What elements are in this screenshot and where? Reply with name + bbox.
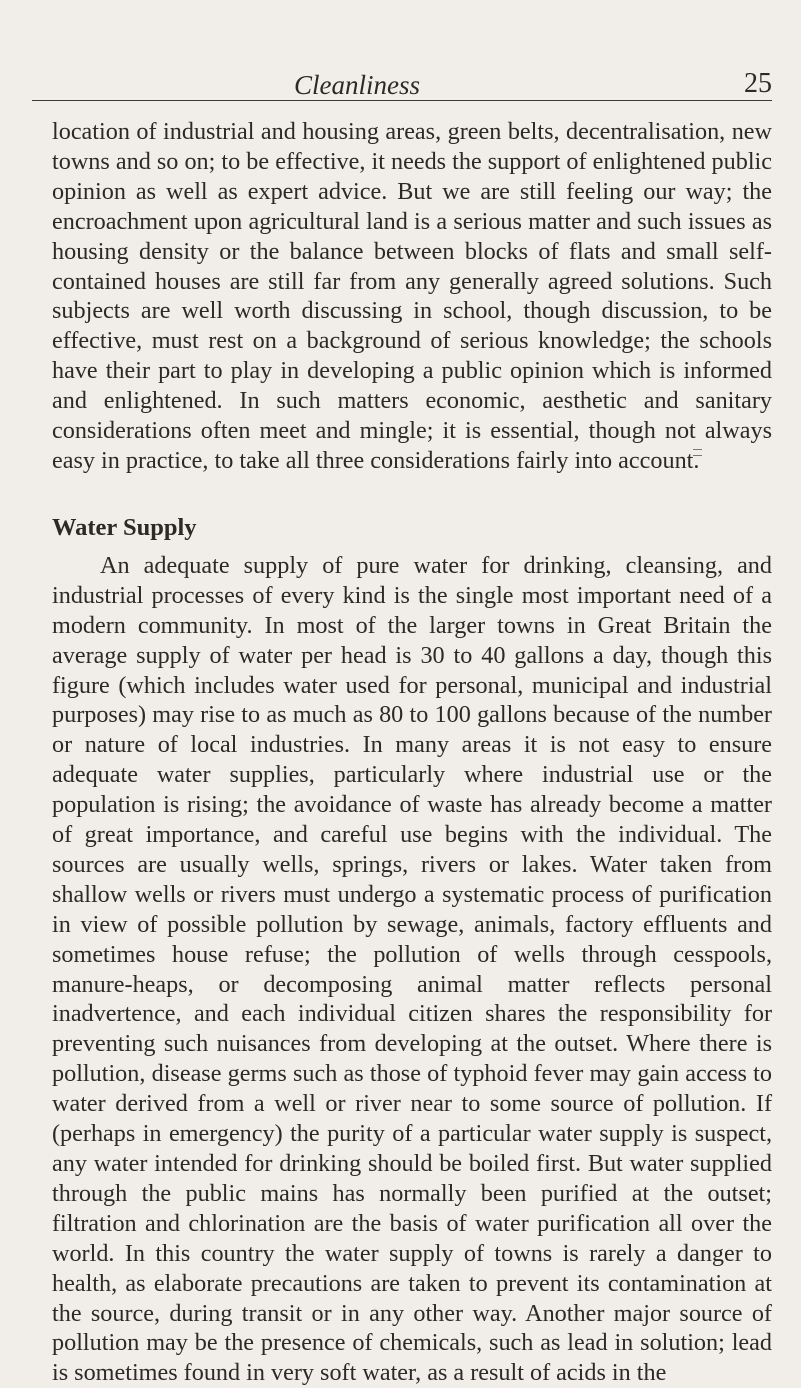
scan-mark: [693, 449, 702, 456]
book-page: [52, 58, 772, 1388]
running-title: Cleanliness: [294, 70, 420, 100]
running-head: [32, 58, 772, 101]
page-number: 25: [744, 68, 772, 99]
section-paragraph: An adequate supply of pure water for drinking, cleansing, and industrial processes of every kind is the single most important need of a modern community. In most of the larger towns in Great Britain the average supply of water per head is 30 to 40 gallons a day, though this figure (which includes water used for personal, municipal and industrial purposes) may rise to as much as 80 to 100 gallons because of the number or nature of local industries. In many areas it is not easy to ensure adequate water supplies, particularly where industrial use or the population is rising; the avoidance of waste has already become a matter of great importance, and careful use begins with the individual. The sources are usually wells, springs, rivers or lakes. Water taken from shallow wells or rivers must undergo a systematic process of purification in view of possible pollution by sewage, animals, factory effluents and sometimes house refuse; the pollution of wells through cesspools, manure-heaps, or decomposing animal matter reflects personal inadvertence, and each individual citizen shares the responsibility for preventing such nuisances from developing at the outset. Where there is pollution, disease germs such as those of typhoid fever may gain access to water derived from a well or river near to some source of pollution. If (perhaps in emergency) the purity of a particular water supply is suspect, any water intended for drinking should be boiled first. But water supplied through the public mains has normally been purified at the outset; filtration and chlorination are the basis of water purification all over the world. In this country the water supply of towns is rarely a danger to health, as elaborate precautions are taken to prevent its contamination at the source, during transit or in any other way. Another major source of pollution may be the presence of chemicals, such as lead in solution; lead is sometimes found in very soft water, as a result of acids in the: [52, 551, 772, 1387]
section-heading: Water Supply: [52, 513, 197, 541]
opening-paragraph: location of industrial and housing areas, green belts, decentralisation, new towns and so on; to be effective, it needs the support of enlightened public opinion as well as expert advice. But we are still feeling our way; the encroachment upon agricultural land is a serious matter and such issues as housing density or the balance between blocks of flats and small self-contained houses are still far from any generally agreed solutions. Such subjects are well worth discussing in school, though discussion, to be effective, must rest on a background of serious knowledge; the schools have their part to play in developing a public opinion which is informed and enlightened. In such matters economic, aesthetic and sanitary considerations often meet and mingle; it is essential, though not always easy in practice, to take all three considerations fairly into account.: [52, 118, 772, 474]
